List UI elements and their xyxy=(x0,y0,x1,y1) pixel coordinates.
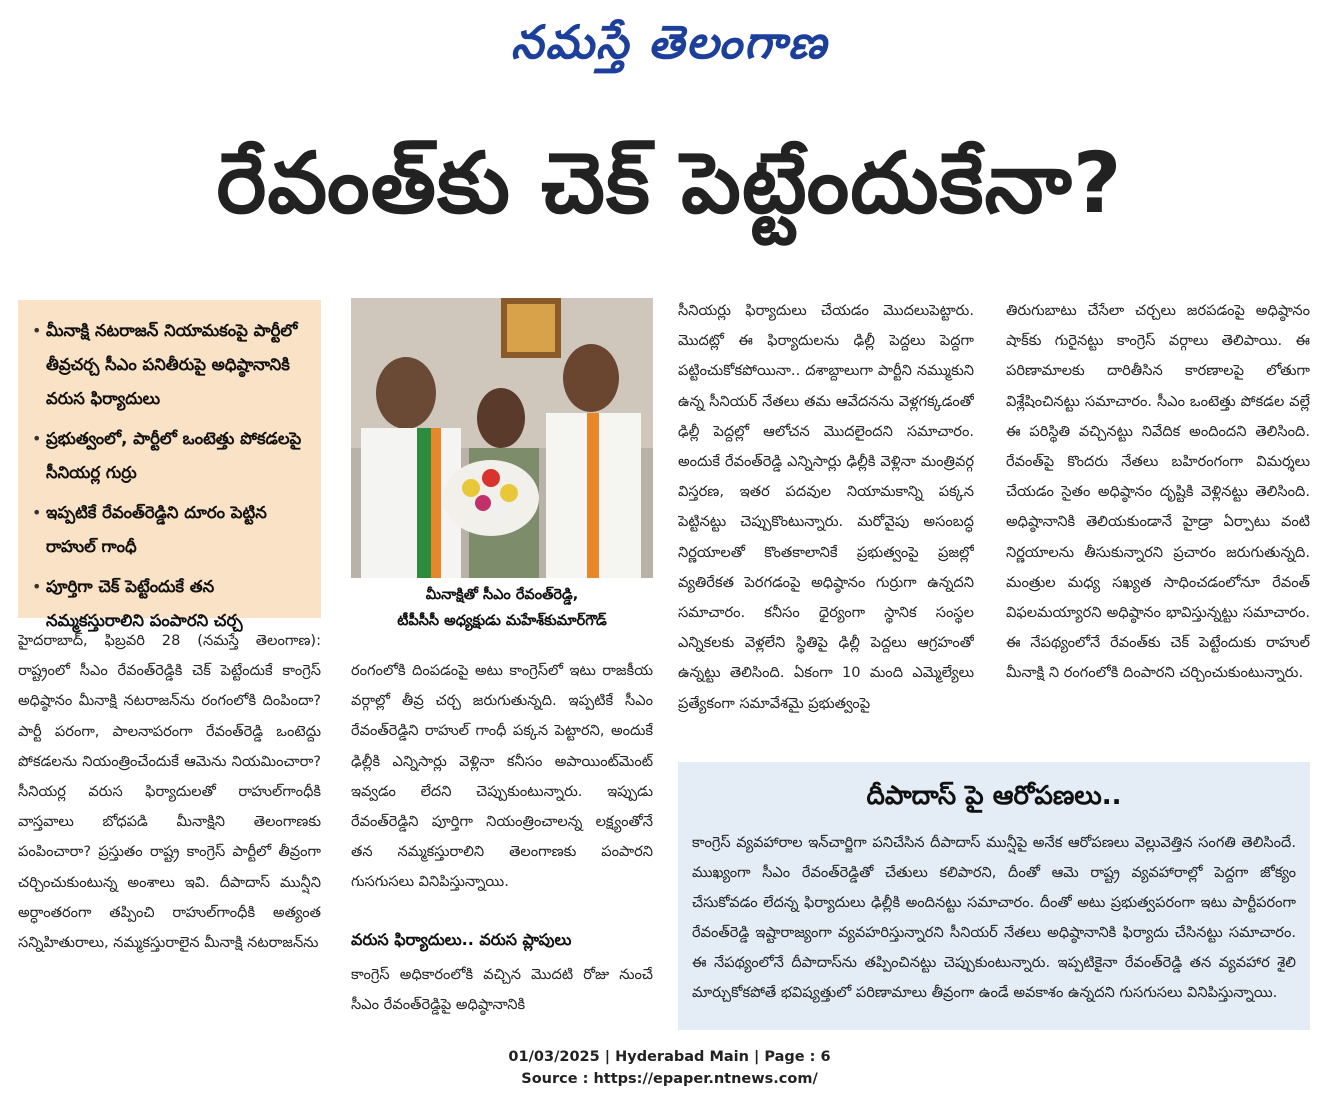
highlight-text: పూర్తిగా చెక్ పెట్టేందుకే తన నమ్మకస్తురాలిని పంపారని చర్చ xyxy=(46,577,243,630)
article-subheading: వరుస ఫిర్యాదులు.. వరుస ప్లాపులు xyxy=(351,930,572,949)
highlight-item xyxy=(32,314,311,416)
footer-date-edition: 01/03/2025 | Hyderabad Main | Page : 6 xyxy=(508,1049,831,1065)
highlights-box xyxy=(18,300,321,630)
highlight-item xyxy=(32,496,311,564)
article-paragraph: తిరుగుబాటు చేసేలా చర్చలు జరపడంపై అధిష్ఠానం షాక్‌కు గురైనట్టు కాంగ్రెస్ వర్గాలు తెలిపాయి. ఈ పరిణామాలకు దారితీసిన కారణాలపై లోతుగా విశ్లేషించినట్టు సమాచారం. సీఎం ఒంటెత్తు పోకడల వల్లే ఈ పరిస్థితి వచ్చినట్టు నివేదిక అందిందని తెలిసింది. రేవంత్‌పై కొందరు నేతలు బహిరంగంగా విమర్శలు చేయడం సైతం అధిష్ఠానం దృష్టికి వెళ్లినట్టు తెలిసింది. అధిష్ఠానానికి తెలియకుండానే హైడ్రా ఏర్పాటు వంటి నిర్ణయాలను తీసుకున్నారని ప్రచారం జరుగుతున్నది. మంత్రుల మధ్య సఖ్యత సాధించడంలోనూ రేవంత్ విఫలమయ్యారని అధిష్ఠానం భావిస్తున్నట్టు సమాచారం. ఈ నేపథ్యంలోనే రేవంత్‌కు చెక్ పెట్టేందుకు రాహుల్ మీనాక్షి ని రంగంలోకి దింపారని చర్చించుకుంటున్నారు. xyxy=(1006,302,1310,682)
bullet-icon: • xyxy=(32,503,42,522)
box-text: కాంగ్రెస్ వ్యవహారాల ఇన్‌చార్జిగా పనిచేసిన దీపాదాస్ మున్షీపై అనేక ఆరోపణలు వెల్లువెత్తిన సంగతి తెలిసిందే. ముఖ్యంగా సీఎం రేవంత్‌రెడ్డితో చేతులు కలిపారని, దీంతో ఆమె రాష్ట్ర వ్యవహారాల్లో పెద్దగా జోక్యం చేసుకోవడం లేదన్న ఫిర్యాదులు ఢిల్లీకి అందినట్టు సమాచారం. దీంతో అటు ప్రభుత్వపరంగా ఇటు పార్టీపరంగా రేవంత్‌రెడ్డి ఇష్టారాజ్యంగా వ్యవహరిస్తున్నారని సీనియర్ నేతలు అధిష్ఠానానికి ఫిర్యాదు చేసినట్టు సమాచారం. ఈ నేపథ్యంలోనే దీపాదాస్‌ను తప్పించినట్టు చెప్పుకుంటున్నారు. ఇప్పటికైనా రేవంత్‌రెడ్డి తన వ్యవహార శైలి మార్చుకోకపోతే భవిష్యత్తులో పరిణామాలు తీవ్రంగా ఉండే అవకాశం ఉన్నదని గుసగుసలు వినిపిస్తున్నాయి. xyxy=(692,834,1296,1001)
sidebar-box xyxy=(678,762,1310,1030)
caption-line: మీనాక్షితో సీఎం రేవంత్‌రెడ్డి, xyxy=(425,587,579,603)
masthead-logo: నమస్తే తెలంగాణ xyxy=(510,15,829,69)
bullet-icon: • xyxy=(32,321,42,340)
box-title: దీపాదాస్ పై ఆరోపణలు.. xyxy=(866,781,1122,811)
article-paragraph: హైదరాబాద్, ఫిబ్రవరి 28 (నమస్తే తెలంగాణ): రాష్ట్రంలో సీఎం రేవంత్‌రెడ్డికి చెక్ పెట్టేందుకే కాంగ్రెస్ అధిష్ఠానం మీనాక్షి నటరాజన్‌ను రంగంలోకి దింపిందా? పార్టీ పరంగా, పాలనాపరంగా రేవంత్‌రెడ్డి ఒంటెద్దు పోకడలను నియంత్రించేందుకే ఆమెను నియమించారా? సీనియర్ల వరుస ఫిర్యాదులతో రాహుల్‌గాంధీకి వాస్తవాలు బోధపడి మీనాక్షిని తెలంగాణకు పంపించారా? ప్రస్తుతం రాష్ట్ర కాంగ్రెస్ పార్టీలో తీవ్రంగా చర్చించుకుంటున్న అంశాలు ఇవి. దీపాదాస్ మున్షీని అర్ధాంతరంగా తప్పించి రాహుల్‌గాంధీకి అత్యంత సన్నిహితురాలు, నమ్మకస్తురాలైన మీనాక్షి నటరాజన్‌ను xyxy=(18,632,321,952)
article-column-4 xyxy=(1006,296,1310,746)
article-paragraph: కాంగ్రెస్ అధికారంలోకి వచ్చిన మొదటి రోజు నుంచే సీఎం రేవంత్‌రెడ్డిపై అధిష్ఠానానికి xyxy=(351,966,653,1014)
headline: రేవంత్‌కు చెక్ పెట్టేందుకేనా? xyxy=(216,134,1123,232)
article-paragraph: సీనియర్లు ఫిర్యాదులు చేయడం మొదలుపెట్టారు. మొదట్లో ఈ ఫిర్యాదులను ఢిల్లీ పెద్దలు పెద్దగా పట్టించుకోకపోయినా.. దశాబ్దాలుగా పార్టీని నమ్ముకుని ఉన్న సీనియర్ నేతలు తమ ఆవేదనను వెళ్లగక్కడంతో ఢిల్లీ పెద్దల్లో ఆలోచన మొదలైందని సమాచారం. అందుకే రేవంత్‌రెడ్డి ఎన్నిసార్లు ఢిల్లీకి వెళ్లినా మంత్రివర్గ విస్తరణ, ఇతర పదవుల నియామకాన్ని పక్కన పెట్టినట్టు చెప్పుకొంటున్నారు. మరోవైపు అసంబద్ధ నిర్ణయాలతో కొంతకాలానికే ప్రభుత్వంపై ప్రజల్లో వ్యతిరేకత పెరగడంపై అధిష్ఠానం గుర్రుగా ఉన్నదని సమాచారం. కనీసం ధైర్యంగా స్థానిక సంస్థల ఎన్నికలకు వెళ్లలేని స్థితిపై ఢిల్లీ పెద్దలు ఆగ్రహంతో ఉన్నట్టు తెలిసింది. ఏకంగా 10 మంది ఎమ్మెల్యేలు ప్రత్యేకంగా సమావేశమై ప్రభుత్వంపై xyxy=(678,302,974,712)
highlight-text: మీనాక్షి నటరాజన్ నియామకంపై పార్టీలో తీవ్రచర్చ సీఎం పనితీరుపై అధిష్ఠానానికి వరుస ఫిర్యాదులు xyxy=(46,321,298,408)
article-column-1 xyxy=(18,626,321,1026)
highlight-text: ప్రభుత్వంలో, పార్టీలో ఒంటెత్తు పోకడలపై సీనియర్ల గుర్రు xyxy=(46,429,302,482)
caption-line: టీపీసీసీ అధ్యక్షుడు మహేశ్‌కుమార్‌గౌడ్ xyxy=(397,613,607,629)
photo-illustration xyxy=(351,298,653,578)
article-paragraph: రంగంలోకి దింపడంపై అటు కాంగ్రెస్‌లో ఇటు రాజకీయ వర్గాల్లో తీవ్ర చర్చ జరుగుతున్నది. ఇప్పటికే సీఎం రేవంత్‌రెడ్డిని రాహుల్ గాంధీ పక్కన పెట్టారని, అందుకే ఢిల్లీకి ఎన్నిసార్లు వెళ్లినా కనీసం అపాయింట్‌మెంట్ ఇవ్వడం లేదని చెప్పుకుంటున్నారు. ఇప్పుడు రేవంత్‌రెడ్డిని పూర్తిగా నియంత్రించాలన్న లక్ష్యంతోనే తన నమ్మకస్తురాలిని తెలంగాణకు పంపారని గుసగుసలు వినిపిస్తున్నాయి. xyxy=(351,662,653,891)
article-column-2b xyxy=(351,960,653,1030)
footer-source: Source : https://epaper.ntnews.com/ xyxy=(521,1071,818,1087)
bullet-icon: • xyxy=(32,577,42,596)
bullet-icon: • xyxy=(32,429,42,448)
news-photo xyxy=(351,298,653,578)
highlight-item xyxy=(32,422,311,490)
footer xyxy=(0,1046,1339,1090)
highlight-text: ఇప్పటికే రేవంత్‌రెడ్డిని దూరం పెట్టిన రాహుల్ గాంధీ xyxy=(46,503,267,556)
article-column-3 xyxy=(678,296,974,746)
photo-caption xyxy=(351,582,653,634)
article-column-2 xyxy=(351,656,653,918)
